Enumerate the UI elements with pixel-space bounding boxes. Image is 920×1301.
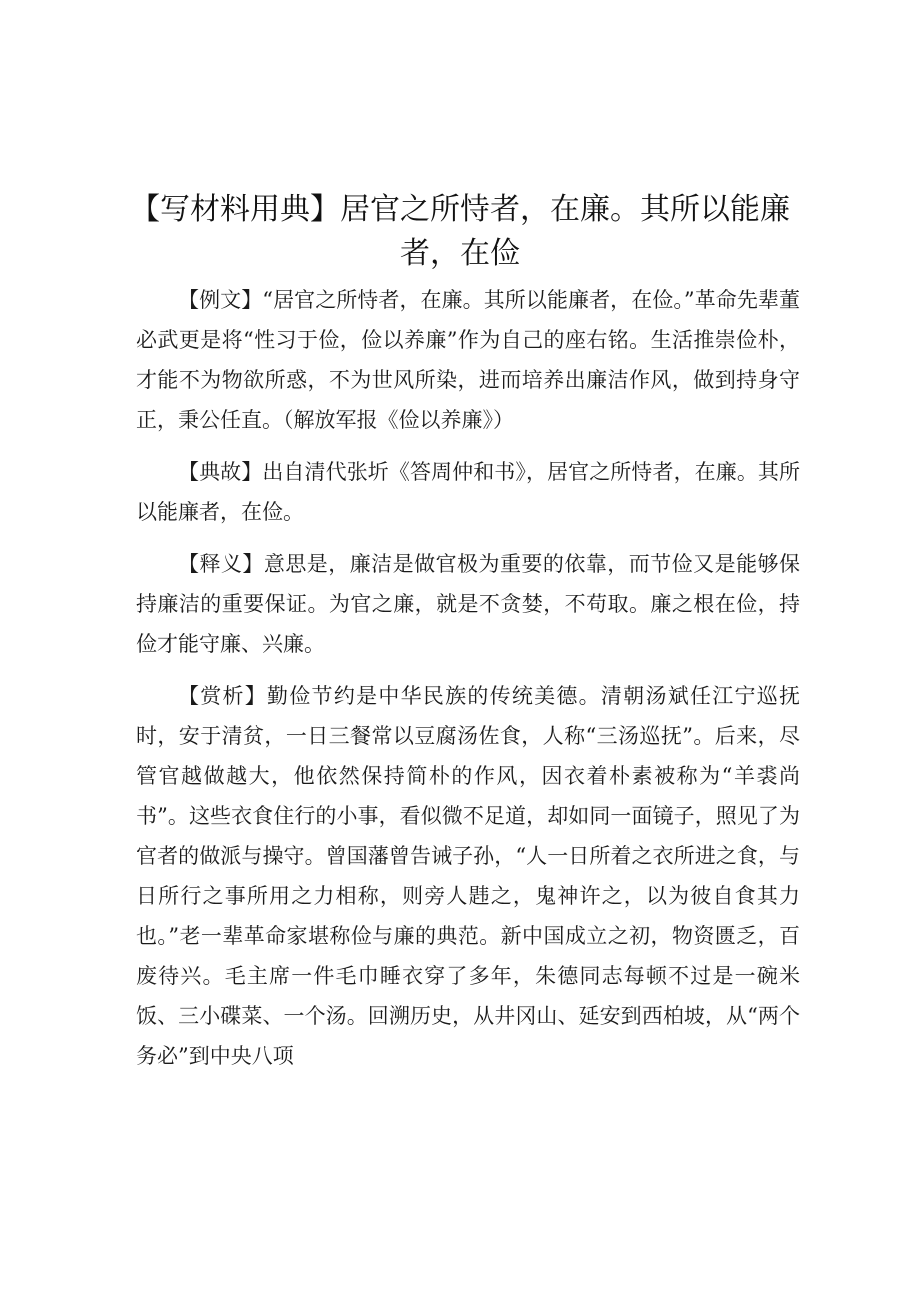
- document-title: 【写材料用典】居官之所恃者，在廉。其所以能廉者，在俭: [130, 192, 790, 271]
- document-body: [136, 280, 800, 1088]
- paragraph-appreciation: 【赏析】勤俭节约是中华民族的传统美德。清朝汤斌任江宁巡抚时，安于清贫，一日三餐常以豆腐汤佐食，人称“三汤巡抚”。后来，尽管官越做越大，他依然保持简朴的作风，因衣着朴素被称为“羊裘尚书”。这些衣食住行的小事，看似微不足道，却如同一面镜子，照见了为官者的做派与操守。曾国藩曾告诫子孙，“人一日所着之衣所进之食，与日所行之事所用之力相称，则旁人韪之，鬼神许之，以为彼自食其力也。”老一辈革命家堪称俭与廉的典范。新中国成立之初，物资匮乏，百废待兴。毛主席一件毛巾睡衣穿了多年，朱德同志每顿不过是一碗米饭、三小碟菜、一个汤。回溯历史，从井冈山、延安到西柏坡，从“两个务必”到中央八项: [136, 684, 800, 1068]
- paragraph-interpretation: 【释义】意思是，廉洁是做官极为重要的依靠，而节俭又是能够保持廉洁的重要保证。为官之廉，就是不贪婪，不苟取。廉之根在俭，持俭才能守廉、兴廉。: [136, 552, 800, 656]
- paragraph-example: 【例文】“居官之所恃者，在廉。其所以能廉者，在俭。”革命先辈董必武更是将“性习于俭，俭以养廉”作为自己的座右铭。生活推崇俭朴，才能不为物欲所惑，不为世风所染，进而培养出廉洁作风，做到持身守正，秉公任直。（解放军报《俭以养廉》）: [136, 288, 800, 432]
- paragraph-allusion: 【典故】出自清代张圻《答周仲和书》，居官之所恃者，在廉。其所以能廉者，在俭。: [136, 460, 800, 524]
